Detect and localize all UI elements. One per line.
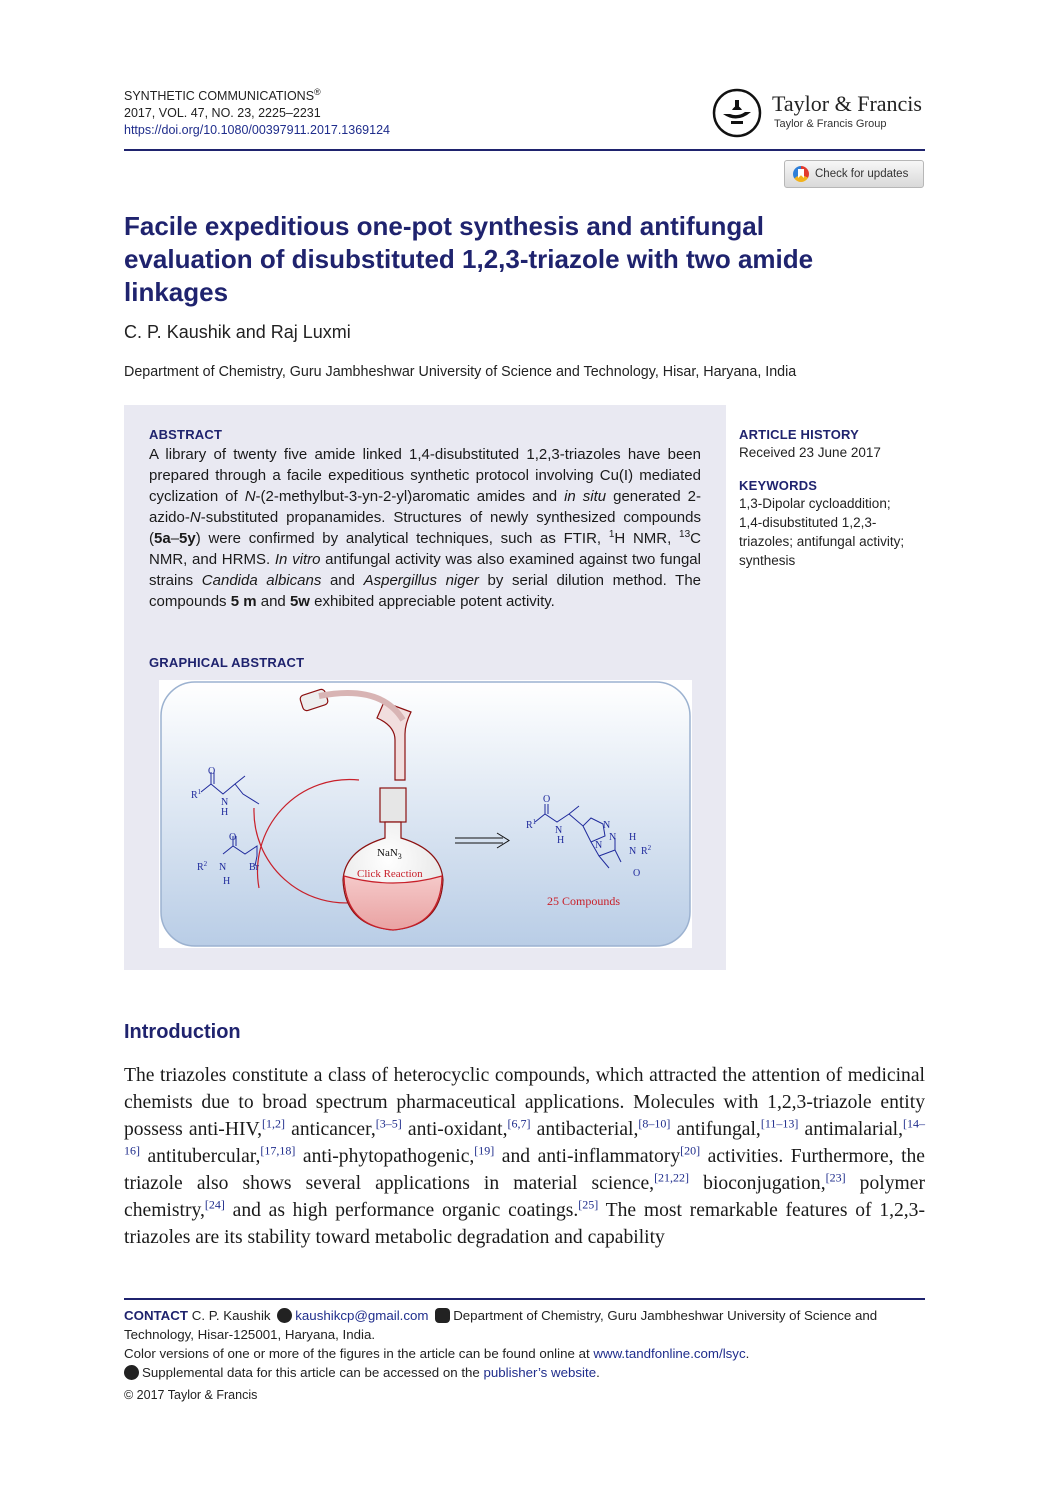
- nitrogen-label-4: N: [603, 820, 611, 831]
- nitrogen-label-5: N: [609, 832, 617, 843]
- nitrogen-label-6: N: [595, 840, 603, 851]
- publisher-group: Taylor & Francis Group: [774, 118, 887, 130]
- abstract-heading: ABSTRACT: [149, 427, 223, 442]
- affiliation: Department of Chemistry, Guru Jambheshwar University of Science and Technology, Hisar, Haryana, India: [124, 364, 797, 380]
- citation[interactable]: [8–10]: [638, 1116, 671, 1131]
- article-history-heading: ARTICLE HISTORY: [739, 427, 860, 442]
- r2-label-product: $R^2$: [641, 844, 652, 857]
- citation[interactable]: [20]: [680, 1143, 701, 1158]
- nitrogen-label-3: N: [555, 825, 563, 836]
- bromine-label: Br: [249, 862, 259, 873]
- supplemental-note: Supplemental data for this article can be accessed on the publisher’s website.: [124, 1363, 925, 1382]
- citation[interactable]: [1,2]: [262, 1116, 286, 1131]
- introduction-heading: Introduction: [124, 1021, 241, 1043]
- received-date: Received 23 June 2017: [739, 445, 881, 460]
- citation[interactable]: [25]: [578, 1197, 599, 1212]
- address-icon: [435, 1308, 450, 1323]
- citation[interactable]: [21,22]: [654, 1170, 690, 1185]
- citation[interactable]: [14–16]: [124, 1116, 925, 1158]
- graphical-abstract-scheme: [159, 680, 692, 948]
- reagent-label: NaN$_3$: [377, 847, 402, 861]
- nitrogen-label-7: N: [629, 846, 637, 857]
- hydrogen-label-2: H: [223, 876, 231, 887]
- contact-address: Department of Chemistry, Guru Jambheshwar University of Science and Technology, Hisar-125001, Haryana, India.: [124, 1308, 878, 1342]
- keywords-list: [739, 494, 904, 570]
- keyword-line: synthesis: [739, 553, 796, 568]
- crossmark-icon: [793, 166, 809, 182]
- journal-header: [124, 84, 390, 139]
- journal-volume: 2017, VOL. 47, NO. 23, 2225–2231: [124, 106, 321, 121]
- check-updates-button[interactable]: [784, 160, 924, 188]
- citation[interactable]: [6,7]: [507, 1116, 531, 1131]
- footer-rule: [124, 1298, 925, 1300]
- r2-label-left: $R^2$: [197, 860, 208, 873]
- copyright: © 2017 Taylor & Francis: [124, 1388, 258, 1402]
- oxygen-label-2: O: [229, 832, 237, 843]
- keyword-line: 1,4-disubstituted 1,2,3-: [739, 515, 877, 530]
- oxygen-label-1: O: [208, 766, 216, 777]
- authors: C. P. Kaushik and Raj Luxmi: [124, 322, 351, 342]
- graphical-abstract: [159, 680, 692, 948]
- keyword-line: 1,3-Dipolar cycloaddition;: [739, 496, 891, 511]
- registered-mark: ®: [314, 87, 321, 97]
- contact-label: CONTACT: [124, 1308, 189, 1323]
- citation[interactable]: [11–13]: [760, 1116, 799, 1131]
- hydrogen-label-4: H: [629, 832, 637, 843]
- compounds-count: 25 Compounds: [547, 894, 621, 908]
- email-link[interactable]: kaushikcp@gmail.com: [295, 1308, 429, 1323]
- lamp-icon: [712, 88, 762, 138]
- journal-name: SYNTHETIC COMMUNICATIONS: [124, 89, 315, 104]
- citation[interactable]: [17,18]: [260, 1143, 296, 1158]
- citation[interactable]: [3–5]: [375, 1116, 402, 1131]
- color-note: Color versions of one or more of the figures in the article can be found online at www.tandfonline.com/lsyc.: [124, 1346, 750, 1361]
- oxygen-label-4: O: [633, 868, 641, 879]
- r1-label-product: $R^1$: [526, 818, 537, 831]
- click-reaction-label: Click Reaction: [357, 868, 423, 880]
- journal-site-link[interactable]: www.tandfonline.com/lsyc: [593, 1346, 746, 1361]
- nitrogen-label-1: N: [221, 797, 229, 808]
- email-icon: [277, 1308, 292, 1323]
- hydrogen-label-1: H: [221, 807, 229, 818]
- oxygen-label-3: O: [543, 794, 551, 805]
- hydrogen-label-3: H: [557, 835, 565, 846]
- check-updates-label: Check for updates: [815, 168, 909, 180]
- publisher-logo[interactable]: [712, 86, 927, 140]
- citation[interactable]: [19]: [474, 1143, 495, 1158]
- r1-label-left: $R^1$: [191, 788, 202, 801]
- citation[interactable]: [23]: [825, 1170, 846, 1185]
- publisher-name: Taylor & Francis: [772, 91, 922, 116]
- article-title: Facile expeditious one-pot synthesis and antifungal evaluation of disubstituted 1,2,3-triazole with two amide linkages: [124, 211, 814, 307]
- keyword-line: triazoles; antifungal activity;: [739, 534, 905, 549]
- doi-link[interactable]: https://doi.org/10.1080/00397911.2017.1369124: [124, 123, 390, 138]
- citation[interactable]: [24]: [204, 1197, 225, 1212]
- header-rule: [124, 149, 925, 151]
- graphical-abstract-heading: GRAPHICAL ABSTRACT: [149, 655, 305, 670]
- nitrogen-label-2: N: [219, 862, 227, 873]
- contact-name: C. P. Kaushik: [191, 1308, 271, 1323]
- publisher-website-link[interactable]: publisher’s website: [483, 1365, 597, 1380]
- introduction-text: The triazoles constitute a class of heterocyclic compounds, which attracted the attention of medicinal chemists due to broad spectrum pharmaceutical applications. Molecules with 1,2,3-triazole entity possess anti-HIV,[1,2] anticancer,[3–5] anti-oxidant,[6,7] antibacterial,[8–10] antifungal,[11–13] antimalarial,[14–16] antitubercular,[17,18] anti-phytopathogenic,[19] and anti-inflammatory[20] activities. Furthermore, the triazole also shows several applications in material science,[21,22] bioconjugation,[23] polymer chemistry,[24] and as high performance organic coatings.[25] The most remarkable features of 1,2,3-triazoles are its stability toward metabolic degradation and capability: [124, 1065, 925, 1248]
- contact-block: [124, 1306, 925, 1344]
- download-icon: [124, 1365, 139, 1380]
- keywords-heading: KEYWORDS: [739, 478, 818, 493]
- abstract-text: A library of twenty five amide linked 1,4-disubstituted 1,2,3-triazoles have been prepared through a facile expeditious synthetic protocol involving Cu(I) mediated cyclization of N-(2-methylbut-3-yn-2-yl)aromatic amides and in situ generated 2-azido-N-substituted propanamides. Structures of newly synthesized compounds (5a–5y) were confirmed by analytical techniques, such as FTIR, $^1$H NMR, $^{13}$C NMR, and HRMS. In vitro antifungal activity was also examined against two fungal strains Candida albicans and Aspergillus niger by serial dilution method. The compounds 5 m and 5w exhibited appreciable potent activity.: [149, 446, 701, 610]
